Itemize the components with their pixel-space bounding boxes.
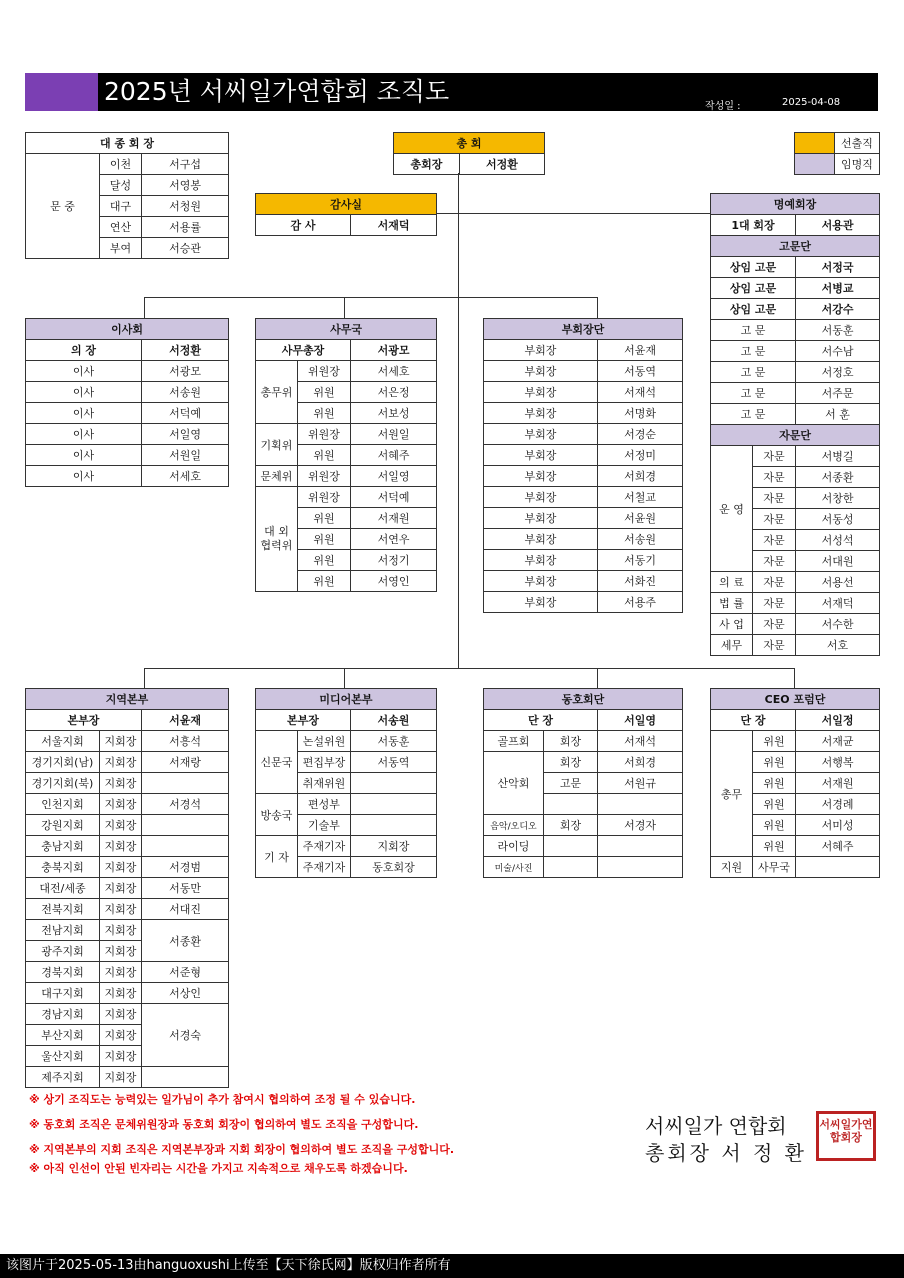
president-role: 총회장 [394, 154, 460, 175]
connector-trunk [458, 173, 459, 669]
elder-name: 서영봉 [142, 175, 229, 196]
committee-role: 위원 [298, 403, 351, 424]
branch-name: 경기지회(남) [26, 752, 100, 773]
connector-media [344, 668, 345, 688]
branch-role: 지회장 [100, 731, 142, 752]
clubs-header: 동호회단 [484, 689, 683, 710]
elder-region: 부여 [100, 238, 142, 259]
committee-role: 위원장 [298, 466, 351, 487]
vice-name: 서윤원 [598, 508, 683, 529]
vice-role: 부회장 [484, 592, 598, 613]
branch-name: 서울지회 [26, 731, 100, 752]
legend-elected-swatch [795, 133, 835, 154]
club-role [544, 836, 598, 857]
board-role: 이사 [26, 382, 142, 403]
legend-appointed-label: 임명직 [835, 154, 880, 175]
audit-name: 서재덕 [351, 215, 437, 236]
vice-role: 부회장 [484, 508, 598, 529]
ceo-role: 위원 [753, 731, 796, 752]
committee-member: 서은정 [351, 382, 437, 403]
media-member: 동호회장 [351, 857, 437, 878]
board-role: 이사 [26, 403, 142, 424]
advisor-name: 서수남 [796, 341, 880, 362]
club-role: 고문 [544, 773, 598, 794]
committee-member: 서재원 [351, 508, 437, 529]
committee-role: 위원 [298, 571, 351, 592]
branch-name: 제주지회 [26, 1067, 100, 1088]
vice-role: 부회장 [484, 466, 598, 487]
branch-role: 지회장 [100, 920, 142, 941]
consult-name: 서병길 [796, 446, 880, 467]
branch-role: 지회장 [100, 794, 142, 815]
vice-name: 서용주 [598, 592, 683, 613]
advisor-role: 상임 고문 [711, 257, 796, 278]
vice-role: 부회장 [484, 550, 598, 571]
committee-planning: 기획위 [256, 424, 298, 466]
vice-header: 부회장단 [484, 319, 683, 340]
board-name: 서일영 [142, 424, 229, 445]
board-role: 이사 [26, 466, 142, 487]
elder-region: 이천 [100, 154, 142, 175]
vice-name: 서화진 [598, 571, 683, 592]
vice-name: 서희경 [598, 466, 683, 487]
committee-role: 위원 [298, 508, 351, 529]
regional-header: 지역본부 [26, 689, 229, 710]
elder-region: 달성 [100, 175, 142, 196]
consult-name: 서호 [796, 635, 880, 656]
committee-member: 서일영 [351, 466, 437, 487]
advisor-role: 고 문 [711, 362, 796, 383]
consult-name: 서성석 [796, 530, 880, 551]
branch-head [142, 1067, 229, 1088]
legend-appointed-swatch [795, 154, 835, 175]
connector-upper-row [144, 297, 598, 298]
committee-role: 위원장 [298, 424, 351, 445]
audit-header: 감사실 [256, 194, 437, 215]
honorary-role: 1대 회장 [711, 215, 796, 236]
note-3: ※ 지역본부의 지회 조직은 지역본부장과 지회 회장이 협의하여 별도 조직을 구성합니다. [29, 1143, 455, 1156]
branch-head-merged: 서경숙 [142, 1004, 229, 1067]
branch-name: 충남지회 [26, 836, 100, 857]
media-role: 편집부장 [298, 752, 351, 773]
consult-role: 자문 [753, 635, 796, 656]
seal-stamp [816, 1111, 876, 1161]
committee-member: 서혜주 [351, 445, 437, 466]
consult-field: 의 료 [711, 572, 753, 593]
media-role: 주재기자 [298, 836, 351, 857]
media-role: 편성부 [298, 794, 351, 815]
consult-role: 자문 [753, 572, 796, 593]
page-title: 2025년 서씨일가연합회 조직도 [104, 77, 450, 106]
ceo-role: 위원 [753, 773, 796, 794]
vice-name: 서동역 [598, 361, 683, 382]
advisor-role: 고 문 [711, 341, 796, 362]
committee-role: 위원 [298, 529, 351, 550]
vice-name: 서철교 [598, 487, 683, 508]
board-name: 서세호 [142, 466, 229, 487]
media-member: 서동역 [351, 752, 437, 773]
media-reporter-dept: 기 자 [256, 836, 298, 878]
advisor-name: 서강수 [796, 299, 880, 320]
board-role: 이사 [26, 361, 142, 382]
signature-person: 총회장 서 정 환 [645, 1141, 807, 1165]
ceo-role: 위원 [753, 752, 796, 773]
committee-role: 위원 [298, 382, 351, 403]
branch-name: 대구지회 [26, 983, 100, 1004]
ceo-member: 서재원 [796, 773, 880, 794]
branch-head: 서경범 [142, 857, 229, 878]
media-member [351, 773, 437, 794]
media-member [351, 794, 437, 815]
club-name: 음악/오디오 [484, 815, 544, 836]
media-member: 지회장 [351, 836, 437, 857]
club-member [598, 836, 683, 857]
elder-region: 대구 [100, 196, 142, 217]
honorary-header: 명예회장 [711, 194, 880, 215]
consult-role: 자문 [753, 551, 796, 572]
connector-secretariat [344, 297, 345, 318]
clubs-head-name: 서일영 [598, 710, 683, 731]
note-1: ※ 상기 조직도는 능력있는 일가님이 추가 참여시 협의하여 조정 될 수 있습니다. [29, 1093, 416, 1106]
media-member [351, 815, 437, 836]
vice-role: 부회장 [484, 403, 598, 424]
branch-name: 충북지회 [26, 857, 100, 878]
board-name: 서원일 [142, 445, 229, 466]
branch-role: 지회장 [100, 752, 142, 773]
committee-member: 서원일 [351, 424, 437, 445]
audit-role: 감 사 [256, 215, 351, 236]
vice-name: 서재석 [598, 382, 683, 403]
branch-name: 광주지회 [26, 941, 100, 962]
branch-name: 강원지회 [26, 815, 100, 836]
branch-role: 지회장 [100, 1025, 142, 1046]
board-header: 이사회 [26, 319, 229, 340]
ceo-member: 서경례 [796, 794, 880, 815]
vice-table [483, 318, 683, 613]
president-header: 총 회 [394, 133, 545, 154]
legend-elected-label: 선출직 [835, 133, 880, 154]
club-role [544, 794, 598, 815]
media-table [255, 688, 437, 878]
board-chair-role: 의 장 [26, 340, 142, 361]
club-name: 골프회 [484, 731, 544, 752]
date-label: 작성일 : [705, 101, 741, 112]
advisor-role: 고 문 [711, 404, 796, 425]
elder-name: 서승관 [142, 238, 229, 259]
advisor-name: 서 훈 [796, 404, 880, 425]
club-member: 서희경 [598, 752, 683, 773]
advisors-header: 고문단 [711, 236, 880, 257]
vice-role: 부회장 [484, 424, 598, 445]
consult-name: 서재덕 [796, 593, 880, 614]
branch-head: 서상인 [142, 983, 229, 1004]
branch-role: 지회장 [100, 773, 142, 794]
clubs-table [483, 688, 683, 878]
date-value: 2025-04-08 [782, 97, 841, 108]
advisor-role: 고 문 [711, 383, 796, 404]
connector-ceo [794, 668, 795, 688]
branch-role: 지회장 [100, 941, 142, 962]
elder-group: 문 중 [26, 154, 100, 259]
consult-field: 법 률 [711, 593, 753, 614]
elder-name: 서구섭 [142, 154, 229, 175]
media-news-dept: 신문국 [256, 731, 298, 794]
branch-name: 전북지회 [26, 899, 100, 920]
consult-role: 자문 [753, 530, 796, 551]
consult-role: 자문 [753, 446, 796, 467]
media-role: 취재위원 [298, 773, 351, 794]
title-accent [25, 73, 98, 111]
consult-field: 세무 [711, 635, 753, 656]
advisor-role: 상임 고문 [711, 278, 796, 299]
secretariat-header: 사무국 [256, 319, 437, 340]
ceo-header: CEO 포럼단 [711, 689, 880, 710]
committee-culture: 문체위 [256, 466, 298, 487]
advisor-name: 서동훈 [796, 320, 880, 341]
consult-role: 자문 [753, 593, 796, 614]
vice-role: 부회장 [484, 571, 598, 592]
branch-name: 대전/세종 [26, 878, 100, 899]
connector-lower-row [144, 668, 795, 669]
consult-name: 서수한 [796, 614, 880, 635]
president-table [393, 132, 545, 175]
vice-name: 서정미 [598, 445, 683, 466]
audit-table [255, 193, 437, 236]
club-role: 회장 [544, 815, 598, 836]
consult-header: 자문단 [711, 425, 880, 446]
board-name: 서덕예 [142, 403, 229, 424]
branch-role: 지회장 [100, 899, 142, 920]
board-name: 서송원 [142, 382, 229, 403]
branch-role: 지회장 [100, 857, 142, 878]
elder-region: 연산 [100, 217, 142, 238]
committee-role: 위원장 [298, 487, 351, 508]
advisor-role: 상임 고문 [711, 299, 796, 320]
elder-name: 서용률 [142, 217, 229, 238]
committee-member: 서세호 [351, 361, 437, 382]
media-role: 주재기자 [298, 857, 351, 878]
ceo-member: 서혜주 [796, 836, 880, 857]
vice-name: 서동기 [598, 550, 683, 571]
branch-role: 지회장 [100, 1067, 142, 1088]
branch-role: 지회장 [100, 1046, 142, 1067]
branch-head [142, 836, 229, 857]
consult-field: 사 업 [711, 614, 753, 635]
ceo-group: 총무 [711, 731, 753, 857]
connector-board [144, 297, 145, 318]
honorary-name: 서용관 [796, 215, 880, 236]
branch-name: 울산지회 [26, 1046, 100, 1067]
consult-role: 자문 [753, 614, 796, 635]
vice-name: 서송원 [598, 529, 683, 550]
consult-group: 운 영 [711, 446, 753, 572]
consult-role: 자문 [753, 467, 796, 488]
consult-role: 자문 [753, 509, 796, 530]
media-role: 기술부 [298, 815, 351, 836]
ceo-role: 위원 [753, 794, 796, 815]
note-4: ※ 아직 인선이 안된 빈자리는 시간을 가지고 지속적으로 채우도록 하겠습니다. [29, 1162, 408, 1175]
regional-table [25, 688, 229, 1088]
consult-name: 서대원 [796, 551, 880, 572]
regional-head-role: 본부장 [26, 710, 142, 731]
club-member [598, 857, 683, 878]
vice-role: 부회장 [484, 487, 598, 508]
club-member [598, 794, 683, 815]
branch-name: 경남지회 [26, 1004, 100, 1025]
branch-head: 서준형 [142, 962, 229, 983]
vice-role: 부회장 [484, 340, 598, 361]
branch-role: 지회장 [100, 983, 142, 1004]
branch-role: 지회장 [100, 836, 142, 857]
ceo-head-role: 단 장 [711, 710, 796, 731]
legend [794, 132, 880, 175]
connector-regional [144, 668, 145, 688]
ceo-head-name: 서일정 [796, 710, 880, 731]
branch-name: 부산지회 [26, 1025, 100, 1046]
consult-name: 서종환 [796, 467, 880, 488]
signature-org: 서씨일가 연합회 [645, 1114, 787, 1138]
ceo-role: 위원 [753, 815, 796, 836]
advisor-name: 서정국 [796, 257, 880, 278]
branch-name: 경기지회(북) [26, 773, 100, 794]
club-role: 회장 [544, 752, 598, 773]
media-head-role: 본부장 [256, 710, 351, 731]
board-chair-name: 서정환 [142, 340, 229, 361]
advisor-role: 고 문 [711, 320, 796, 341]
secretariat-chief-name: 서광모 [351, 340, 437, 361]
ceo-support-member [796, 857, 880, 878]
consult-name: 서용선 [796, 572, 880, 593]
note-2: ※ 동호회 조직은 문체위원장과 동호회 회장이 협의하여 별도 조직을 구성합니다. [29, 1118, 419, 1131]
branch-head [142, 815, 229, 836]
branch-head: 서재랑 [142, 752, 229, 773]
connector-vice [597, 297, 598, 318]
board-role: 이사 [26, 445, 142, 466]
committee-role: 위원장 [298, 361, 351, 382]
branch-role: 지회장 [100, 1004, 142, 1025]
vice-name: 서명화 [598, 403, 683, 424]
club-role [544, 857, 598, 878]
branch-head: 서대진 [142, 899, 229, 920]
vice-role: 부회장 [484, 382, 598, 403]
branch-role: 지회장 [100, 815, 142, 836]
club-role: 회장 [544, 731, 598, 752]
consult-name: 서동성 [796, 509, 880, 530]
club-name: 산악회 [484, 752, 544, 815]
seal-text: 서씨일가연합회장 [819, 1118, 873, 1144]
vice-role: 부회장 [484, 361, 598, 382]
elder-table [25, 132, 229, 259]
committee-role: 위원 [298, 445, 351, 466]
president-name: 서정환 [460, 154, 545, 175]
committee-external: 대 외 협력위 [256, 487, 298, 592]
clubs-head-role: 단 장 [484, 710, 598, 731]
committee-member: 서영인 [351, 571, 437, 592]
advisor-name: 서병교 [796, 278, 880, 299]
ceo-support: 지원 [711, 857, 753, 878]
club-name: 미술/사진 [484, 857, 544, 878]
board-role: 이사 [26, 424, 142, 445]
committee-role: 위원 [298, 550, 351, 571]
ceo-support-role: 사무국 [753, 857, 796, 878]
vice-name: 서윤재 [598, 340, 683, 361]
media-header: 미디어본부 [256, 689, 437, 710]
vice-role: 부회장 [484, 445, 598, 466]
branch-name: 전남지회 [26, 920, 100, 941]
secretariat-chief-role: 사무총장 [256, 340, 351, 361]
branch-head: 서흥석 [142, 731, 229, 752]
board-table [25, 318, 229, 487]
consult-name: 서창한 [796, 488, 880, 509]
vice-name: 서경순 [598, 424, 683, 445]
club-member: 서재석 [598, 731, 683, 752]
committee-member: 서정기 [351, 550, 437, 571]
consult-role: 자문 [753, 488, 796, 509]
ceo-role: 위원 [753, 836, 796, 857]
committee-member: 서덕예 [351, 487, 437, 508]
branch-head [142, 773, 229, 794]
branch-name: 인천지회 [26, 794, 100, 815]
vice-role: 부회장 [484, 529, 598, 550]
footer-watermark: 该图片于2025-05-13由hanguoxushi上传至【天下徐氏网】版权归作者所有 [0, 1254, 904, 1278]
committee-member: 서연우 [351, 529, 437, 550]
branch-role: 지회장 [100, 878, 142, 899]
board-name: 서광모 [142, 361, 229, 382]
connector-audit-honorary [435, 213, 710, 214]
ceo-member: 서재균 [796, 731, 880, 752]
ceo-table [710, 688, 880, 878]
advisor-name: 서정호 [796, 362, 880, 383]
advisor-name: 서주문 [796, 383, 880, 404]
branch-role: 지회장 [100, 962, 142, 983]
honorary-table [710, 193, 880, 656]
regional-head-name: 서윤재 [142, 710, 229, 731]
connector-clubs [597, 668, 598, 688]
elder-name: 서청원 [142, 196, 229, 217]
media-head-name: 서송원 [351, 710, 437, 731]
branch-head-merged: 서종환 [142, 920, 229, 962]
media-member: 서동훈 [351, 731, 437, 752]
committee-general: 총무위 [256, 361, 298, 424]
secretariat-table [255, 318, 437, 592]
club-name: 라이딩 [484, 836, 544, 857]
ceo-member: 서미성 [796, 815, 880, 836]
club-member: 서경자 [598, 815, 683, 836]
media-role: 논설위원 [298, 731, 351, 752]
branch-head: 서동만 [142, 878, 229, 899]
committee-member: 서보성 [351, 403, 437, 424]
elder-header: 대 종 회 장 [26, 133, 229, 154]
media-broadcast-dept: 방송국 [256, 794, 298, 836]
club-member: 서원규 [598, 773, 683, 794]
branch-name: 경북지회 [26, 962, 100, 983]
ceo-member: 서행복 [796, 752, 880, 773]
branch-head: 서경석 [142, 794, 229, 815]
